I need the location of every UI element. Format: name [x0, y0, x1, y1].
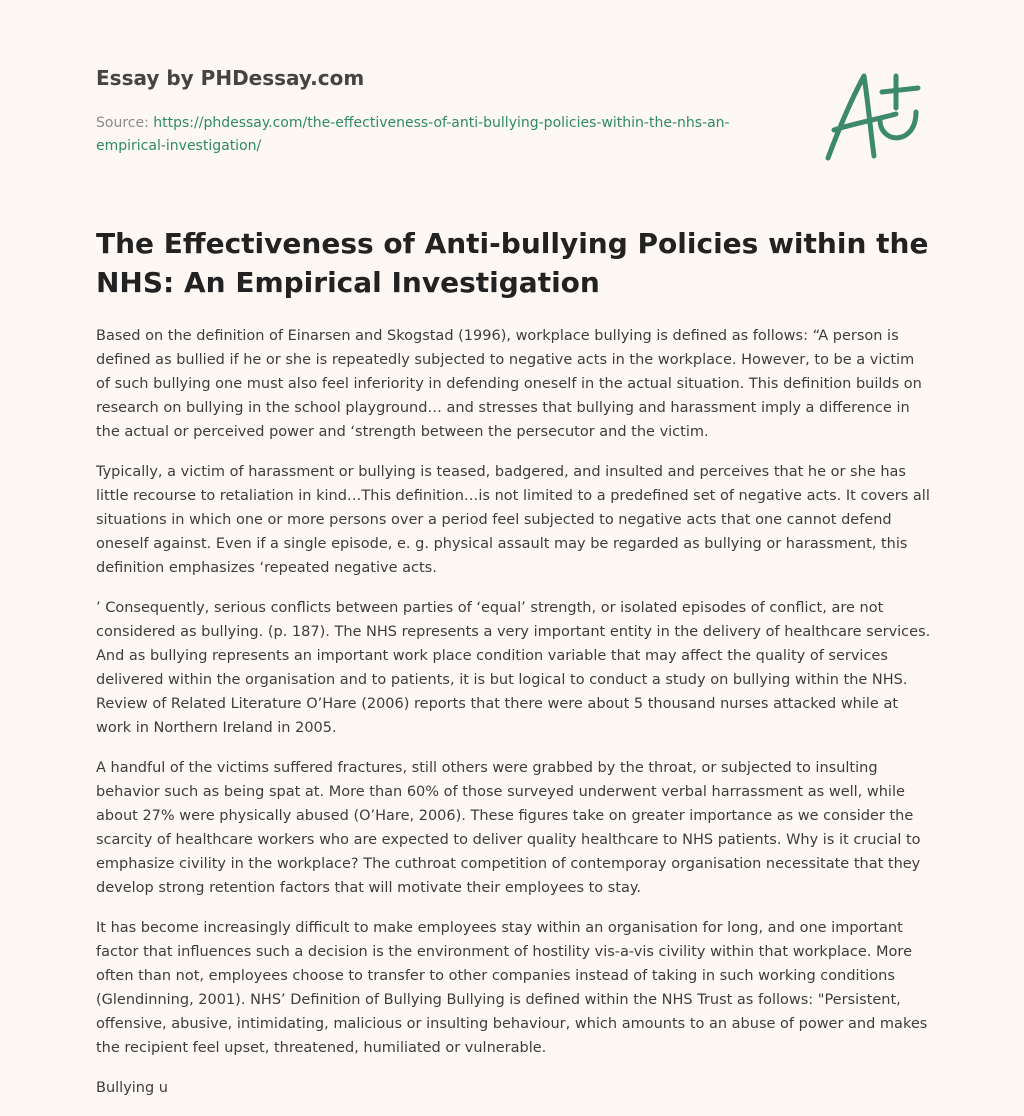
site-brand: Essay by PHDessay.com	[96, 66, 365, 90]
page-header	[96, 64, 796, 158]
article-title: The Effectiveness of Anti-bullying Policies within the NHS: An Empirical Investigation	[96, 227, 929, 299]
paragraph: ’ Consequently, serious conflicts between parties of ‘equal’ strength, or isolated episodes of conflict, are not considered as bullying. (p. 187). The NHS represents a very important entity in the delivery of healthcare services. And as bullying represents an important work place condition variable that may affect the quality of services delivered within the organisation and to patients, it is but logical to conduct a study on bullying within the NHS. Review of Related Literature O’Hare (2006) reports that there were about 5 thousand nurses attacked while at work in Northern Ireland in 2005.	[96, 600, 931, 736]
paragraph-truncated: Bullying u	[96, 1080, 168, 1096]
source-line	[96, 112, 796, 158]
paragraph: It has become increasingly difficult to make employees stay within an organisation for long, and one important factor that influences such a decision is the environment of hostility vis-a-vis civility within that workplace. More often than not, employees choose to transfer to other companies instead of taking in such working conditions (Glendinning, 2001). NHS’ Definition of Bullying Bullying is defined within the NHS Trust as follows: "Persistent, offensive, abusive, intimidating, malicious or insulting behaviour, which amounts to an abuse of power and makes the recipient feel upset, threatened, humiliated or vulnerable.	[96, 920, 928, 1056]
source-label: Source:	[96, 115, 154, 131]
paragraph: Typically, a victim of harassment or bullying is teased, badgered, and insulted and perceives that he or she has little recourse to retaliation in kind…This definition…is not limited to a predefined set of negative acts. It covers all situations in which one or more persons over a period feel subjected to negative acts that one cannot defend oneself against. Even if a single episode, e. g. physical assault may be regarded as bullying or harassment, this definition emphasizes ‘repeated negative acts.	[96, 464, 930, 576]
paragraph: A handful of the victims suffered fractures, still others were grabbed by the throat, or subjected to insulting behavior such as being spat at. More than 60% of those surveyed underwent verbal harrassment as well, while about 27% were physically abused (O’Hare, 2006). These figures take on greater importance as we consider the scarcity of healthcare workers who are expected to deliver quality healthcare to NHS patients. Why is it crucial to emphasize civility in the workplace? The cuthroat competition of contemporay organisation necessitate that they develop strong retention factors that will motivate their employees to stay.	[96, 760, 921, 896]
source-link[interactable]: https://phdessay.com/the-effectiveness-of-anti-bullying-policies-within-the-nhs-an-empirical-investigation/	[96, 115, 730, 154]
a-plus-grade-icon	[812, 64, 932, 168]
article-body	[96, 324, 932, 1116]
paragraph: Based on the definition of Einarsen and Skogstad (1996), workplace bullying is defined as follows: “A person is defined as bullied if he or she is repeatedly subjected to negative acts in the workplace. However, to be a victim of such bullying one must also feel inferiority in defending oneself in the actual situation. This definition builds on research on bullying in the school playground… and stresses that bullying and harassment imply a difference in the actual or perceived power and ‘strength between the persecutor and the victim.	[96, 328, 922, 440]
